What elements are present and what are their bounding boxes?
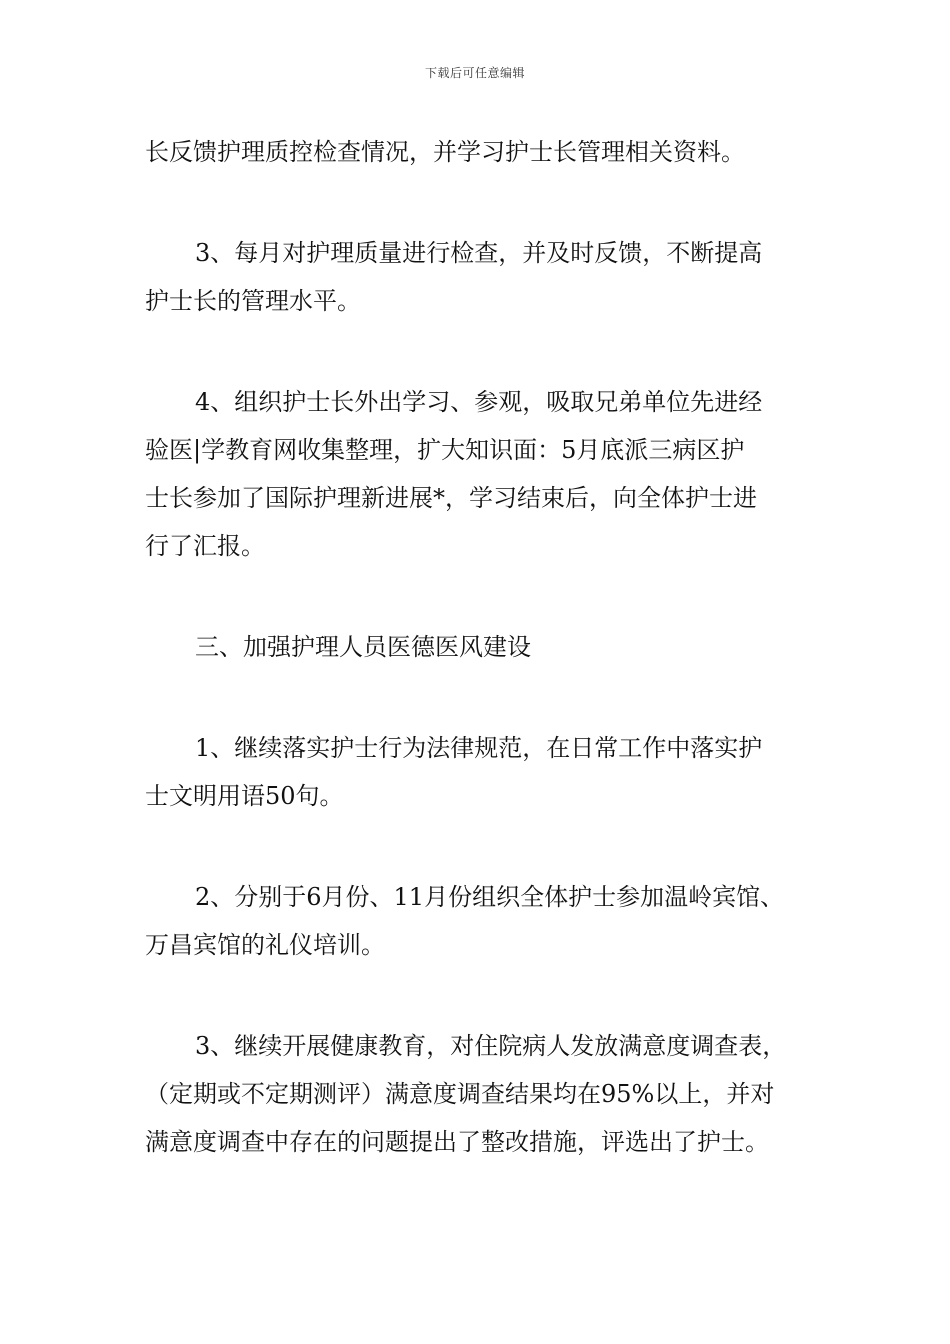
text-line: 士长参加了国际护理新进展*，学习结束后，向全体护士进	[145, 484, 757, 512]
document-body	[145, 128, 810, 1219]
text-line: 3、每月对护理质量进行检查，并及时反馈，不断提高	[195, 239, 763, 267]
text-line: 护士长的管理水平。	[145, 287, 361, 315]
paragraph-3	[145, 378, 810, 570]
text-line: 满意度调查中存在的问题提出了整改措施，评选出了护士。	[145, 1128, 769, 1156]
page-header: 下载后可任意编辑	[424, 66, 525, 80]
heading-line: 三、加强护理人员医德医风建设	[195, 633, 531, 661]
text-line: 3、继续开展健康教育，对住院病人发放满意度调查表，	[195, 1032, 787, 1060]
section-heading	[145, 623, 810, 671]
text-line: 行了汇报。	[145, 532, 265, 560]
paragraph-2	[145, 229, 810, 325]
paragraph-7	[145, 1022, 810, 1166]
paragraph-5	[145, 724, 810, 820]
paragraph-6	[145, 873, 810, 969]
paragraph-1	[145, 128, 810, 176]
text-line: （定期或不定期测评）满意度调查结果均在95%以上，并对	[145, 1080, 775, 1108]
text-line: 2、分别于6月份、11月份组织全体护士参加温岭宾馆、	[195, 883, 785, 911]
text-line: 士文明用语50句。	[145, 782, 344, 810]
text-line: 4、组织护士长外出学习、参观，吸取兄弟单位先进经	[195, 388, 763, 416]
text-line: 验医|学教育网收集整理，扩大知识面：5月底派三病区护	[145, 436, 745, 464]
text-line: 万昌宾馆的礼仪培训。	[145, 931, 385, 959]
text-line: 长反馈护理质控检查情况，并学习护士长管理相关资料。	[145, 138, 745, 166]
text-line: 1、继续落实护士行为法律规范，在日常工作中落实护	[195, 734, 763, 762]
